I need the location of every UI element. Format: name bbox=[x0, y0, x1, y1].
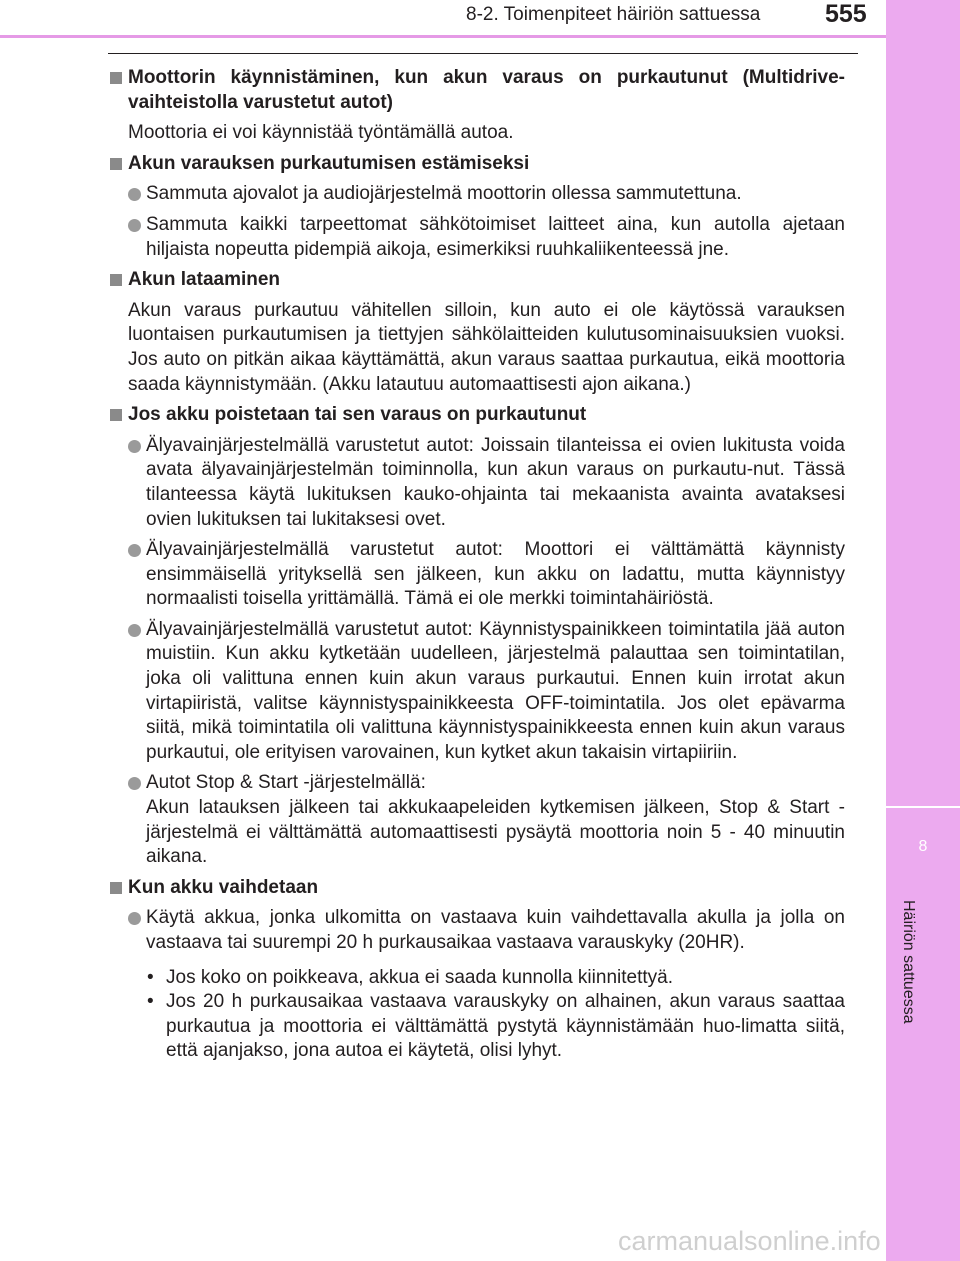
chapter-side-tab bbox=[886, 0, 960, 1261]
header-divider bbox=[0, 35, 886, 38]
section-heading-text: Moottorin käynnistäminen, kun akun varaus on purkautunut (Multidrive-vaihteistolla varustetut autot) bbox=[128, 67, 845, 113]
content-top-rule bbox=[108, 53, 858, 54]
page-number: 555 bbox=[825, 0, 867, 28]
sub-item-text: Jos koko on poikkeava, akkua ei saada kunnolla kiinnitettyä. bbox=[166, 966, 673, 988]
bullet-item-stop-start bbox=[108, 771, 845, 869]
bullet-text: Älyavainjärjestelmällä varustetut autot: Moottori ei välttämättä käynnisty ensimmäisellä yrityksellä sen jälkeen, kun akku on ladattu, mutta käynnistyy normaalisti toisella yrittämällä. Tämä ei ole merkki toimintahäiriöstä. bbox=[146, 539, 845, 610]
bullet-item bbox=[108, 434, 845, 532]
square-bullet-icon bbox=[110, 274, 122, 286]
running-header-title: 8-2. Toimenpiteet häiriön sattuessa bbox=[466, 4, 761, 25]
square-bullet-icon bbox=[110, 158, 122, 170]
watermark-text: carmanualsonline.info bbox=[618, 1226, 881, 1256]
small-dot-icon: • bbox=[147, 991, 154, 1013]
round-bullet-icon bbox=[128, 912, 141, 925]
section-heading bbox=[108, 876, 845, 901]
tab-separator bbox=[886, 806, 960, 808]
section-heading-text: Akun varauksen purkautumisen estämiseksi bbox=[128, 152, 530, 174]
bullet-item bbox=[108, 182, 845, 207]
round-bullet-icon bbox=[128, 188, 141, 201]
sub-item-text: Jos 20 h purkausaikaa vastaava varauskyky on alhainen, akun varaus saattaa purkautua ja moottoria ei välttämättä pystytä käynnistämään huo-limatta siitä, että ajanjakso, jona autoa ei käytetä, olisi lyhyt. bbox=[166, 991, 845, 1062]
square-bullet-icon bbox=[110, 409, 122, 421]
sub-list-item bbox=[108, 990, 845, 1064]
chapter-label: Häiriön sattuessa bbox=[900, 900, 917, 1024]
round-bullet-icon bbox=[128, 440, 141, 453]
square-bullet-icon bbox=[110, 882, 122, 894]
bullet-text: Sammuta kaikki tarpeettomat sähkötoimiset laitteet aina, kun autolla ajetaan hiljaista nopeutta pidempiä aikoja, esimerkiksi ruuhkaliikenteessä jne. bbox=[146, 213, 845, 260]
bullet-item bbox=[108, 906, 845, 955]
stop-start-title: Autot Stop & Start -järjestelmällä: bbox=[146, 772, 426, 794]
sub-list-item bbox=[108, 966, 845, 991]
small-dot-icon: • bbox=[147, 966, 154, 988]
chapter-number: 8 bbox=[918, 838, 928, 855]
section-heading-text: Akun lataaminen bbox=[128, 269, 281, 291]
bullet-item bbox=[108, 618, 845, 766]
section-heading bbox=[108, 403, 845, 428]
bullet-text: Käytä akkua, jonka ulkomitta on vastaava kuin vaihdettavalla akulla ja jolla on vastaava tai suurempi 20 h purkausaikaa vastaava varauskyky (20HR). bbox=[146, 907, 845, 953]
section-heading bbox=[108, 268, 845, 293]
bullet-item bbox=[108, 538, 845, 612]
round-bullet-icon bbox=[128, 777, 141, 790]
bullet-text: Sammuta ajovalot ja audiojärjestelmä moottorin ollessa sammutettuna. bbox=[146, 183, 742, 205]
square-bullet-icon bbox=[110, 72, 122, 84]
round-bullet-icon bbox=[128, 219, 141, 232]
section-paragraph: Moottoria ei voi käynnistää työntämällä autoa. bbox=[128, 122, 514, 144]
round-bullet-icon bbox=[128, 624, 141, 637]
page-content bbox=[108, 66, 845, 1064]
round-bullet-icon bbox=[128, 544, 141, 557]
section-paragraph: Akun varaus purkautuu vähitellen silloin, kun auto ei ole käytössä varauksen luontaisen purkautumisen ja tiettyjen sähkölaitteiden kulutusominaisuuksien vuoksi. Jos auto on pitkän aikaa käyttämättä, akun varaus saattaa purkautua, eikä moottoria saada käynnistymään. (Akku latautuu automaattisesti ajon aikana.) bbox=[128, 299, 845, 395]
section-heading bbox=[108, 66, 845, 115]
bullet-item bbox=[108, 213, 845, 262]
bullet-text: Älyavainjärjestelmällä varustetut autot: Joissain tilanteissa ei ovien lukitusta voida avata älyavainjärjestelmän toiminnolla, kun akun varaus on purkautu-nut. Tässä tilanteessa käytä lukituksen kauko-ohjainta tai mekaanista avainta avataksesi ovien lukituksen tai lukitaksesi ovet. bbox=[146, 434, 845, 530]
bullet-text: Älyavainjärjestelmällä varustetut autot: Käynnistyspainikkeen toimintatila jää auton muistiin. Kun akku kytketään uudelleen, järjestelmä palauttaa sen toimintatilan, joka oli valittuna ennen kuin akun varaus purkautui. Ennen kuin irrotat akun virtapiiristä, valitse käynnistyspainikkeesta OFF-toimintatila. Jos olet epävarma siitä, mikä toimintatila oli valittuna käynnistyspainikkeesta ennen kuin akun varaus purkautui, ole erityisen varovainen, kun kytket akun takaisin virtapiiriin. bbox=[146, 618, 845, 763]
section-heading-text: Kun akku vaihdetaan bbox=[128, 876, 319, 898]
section-heading bbox=[108, 152, 845, 177]
stop-start-text: Akun latauksen jälkeen tai akkukaapeleiden kytkemisen jälkeen, Stop & Start -järjestelmä ei välttämättä automaattisesti pysäytä moottoria noin 5 - 40 minuutin aikana. bbox=[146, 797, 845, 868]
section-heading-text: Jos akku poistetaan tai sen varaus on purkautunut bbox=[128, 404, 587, 426]
